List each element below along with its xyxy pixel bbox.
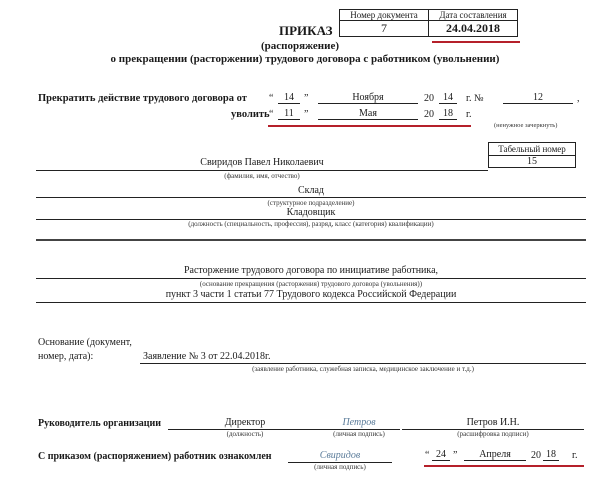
dismiss-label: уволить (231, 109, 270, 120)
quote-open: “ (269, 109, 274, 120)
document-subtitle: (распоряжение) (260, 40, 339, 52)
terminate-label: Прекратить действие трудового договора от (38, 93, 247, 104)
employee-signature-hint: (личная подпись) (314, 463, 366, 471)
dismiss-day[interactable]: 11 (278, 108, 300, 120)
quote-open: “ (425, 450, 430, 461)
ack-day[interactable]: 24 (432, 449, 450, 461)
basis-label-line1: Основание (документ, (38, 337, 132, 348)
basis-document-value[interactable]: Заявление № 3 от 22.04.2018г. (143, 351, 271, 362)
legal-article[interactable]: пункт 3 части 1 статьи 77 Трудового кодекса Российской Федерации (165, 289, 457, 300)
manager-label: Руководитель организации (38, 418, 162, 429)
department-value[interactable]: Склад (297, 185, 325, 196)
position-value[interactable]: Кладовщик (286, 207, 336, 218)
termination-reason[interactable]: Расторжение трудового договора по инициативе работника, (183, 265, 439, 276)
terminate-month[interactable]: Ноября (318, 92, 418, 104)
manager-name[interactable]: Петров И.Н. (466, 417, 520, 428)
doc-number-value[interactable]: 7 (340, 21, 429, 37)
employee-full-name[interactable]: Свиридов Павел Николаевич (200, 157, 324, 168)
document-title: ПРИКАЗ (279, 23, 333, 38)
reason-line (36, 278, 586, 279)
quote-close: ” (453, 450, 458, 461)
acknowledged-label: С приказом (распоряжением) работник ознакомлен (38, 451, 272, 462)
position-hint: (должность (специальность, профессия), разряд, класс (категория) квалификации) (188, 220, 434, 228)
ack-date-highlight-underline (424, 465, 584, 467)
ack-year[interactable]: 18 (543, 449, 559, 461)
manager-position-hint: (должность) (226, 430, 264, 438)
department-hint: (структурное подразделение) (267, 199, 355, 207)
manager-position[interactable]: Директор (224, 417, 266, 428)
blank-line (36, 239, 586, 241)
terminate-year-suffix: г. № (466, 93, 484, 104)
dismiss-highlight-underline (268, 125, 471, 127)
terminate-year[interactable]: 14 (439, 92, 457, 104)
manager-signature-hint: (личная подпись) (333, 430, 385, 438)
article-line (36, 302, 586, 303)
contract-number[interactable]: 12 (503, 92, 573, 104)
document-description: о прекращении (расторжении) трудового договора с работником (увольнении) (110, 53, 500, 65)
quote-close: ” (304, 109, 309, 120)
tab-number-table (488, 142, 576, 168)
doc-date-value[interactable]: 24.04.2018 (429, 21, 518, 37)
name-line (36, 170, 488, 171)
dismiss-century: 20 (424, 109, 434, 120)
dismiss-year[interactable]: 18 (439, 108, 457, 120)
basis-hint: (заявление работника, служебная записка, медицинское заключение и т.д.) (252, 365, 474, 373)
manager-signature[interactable]: Петров (342, 417, 376, 428)
quote-close: ” (304, 93, 309, 104)
doc-number-header: Номер документа (340, 10, 429, 21)
basis-label-line2: номер, дата): (38, 351, 94, 362)
name-hint: (фамилия, имя, отчество) (224, 172, 300, 180)
date-highlight-underline (432, 41, 520, 43)
manager-name-hint: (расшифровка подписи) (457, 430, 529, 438)
basis-line (140, 363, 586, 364)
ack-month[interactable]: Апреля (464, 449, 526, 461)
strike-unneeded-hint: (ненужное зачеркнуть) (494, 122, 558, 129)
doc-number-date-table (339, 9, 518, 37)
ack-century: 20 (531, 450, 541, 461)
comma: , (577, 93, 580, 104)
quote-open: “ (269, 93, 274, 104)
ack-year-suffix: г. (572, 450, 578, 461)
doc-date-header: Дата составления (429, 10, 518, 21)
reason-hint: (основание прекращения (расторжения) трудового договора (увольнения)) (199, 280, 423, 288)
terminate-day[interactable]: 14 (278, 92, 300, 104)
terminate-century: 20 (424, 93, 434, 104)
dismiss-month[interactable]: Мая (318, 108, 418, 120)
dismiss-year-suffix: г. (466, 109, 472, 120)
department-line (36, 197, 586, 198)
tab-number-value[interactable]: 15 (489, 156, 576, 168)
employee-signature[interactable]: Свиридов (319, 450, 361, 461)
tab-number-header: Табельный номер (489, 143, 576, 156)
